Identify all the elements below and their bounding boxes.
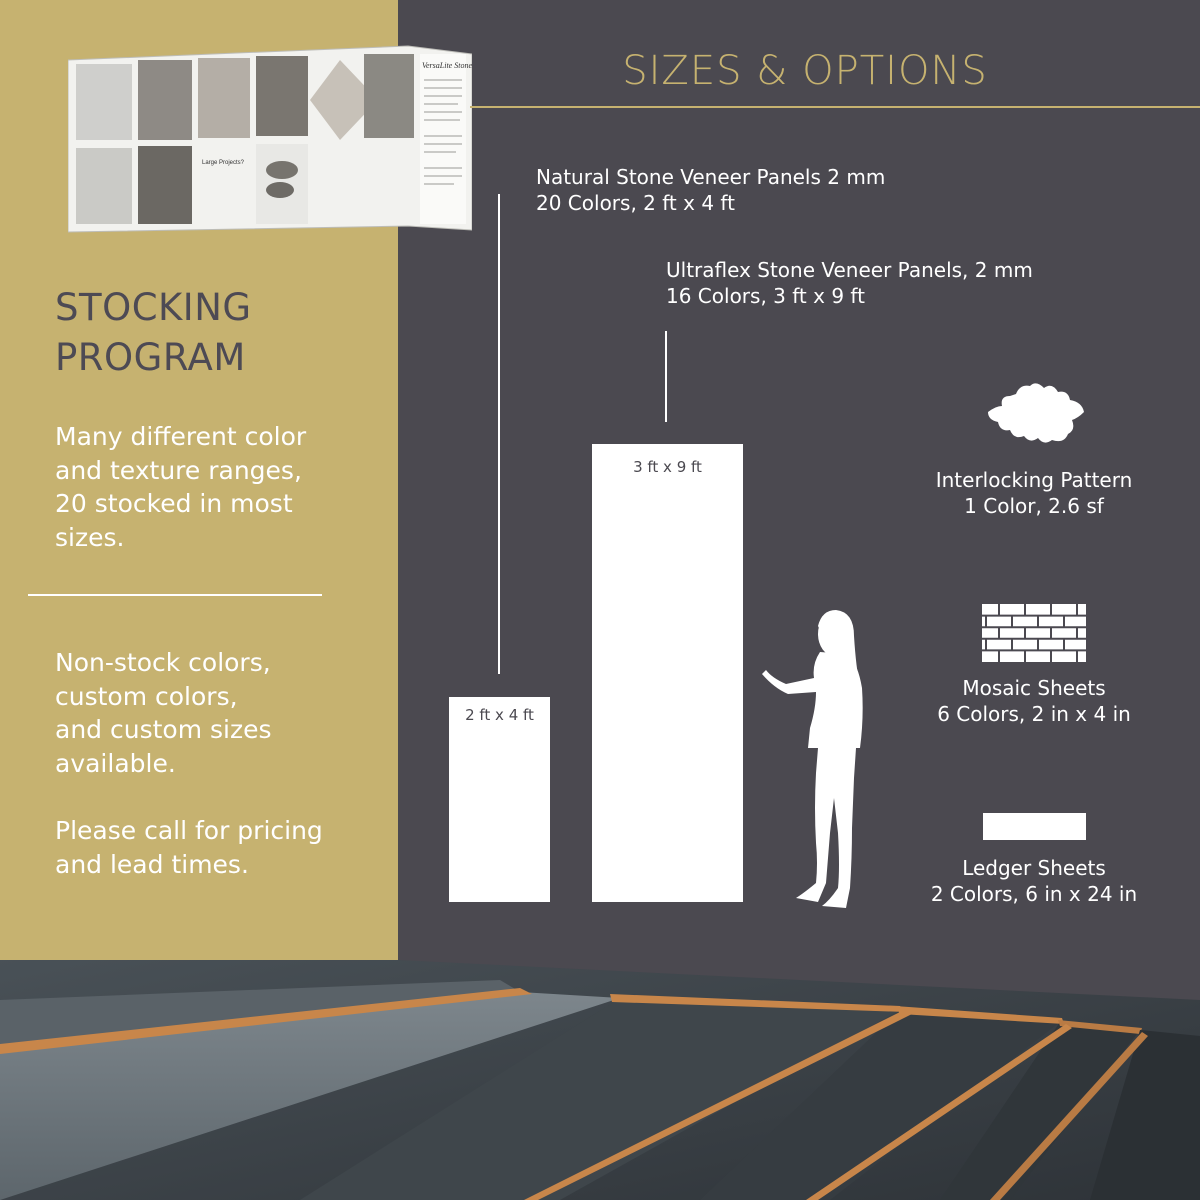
- natural-stone-panel-label: 2 ft x 4 ft: [465, 706, 534, 724]
- ultraflex-leader-line: [665, 331, 667, 422]
- natural-stone-leader-line: [498, 194, 500, 674]
- person-silhouette-icon: [760, 608, 870, 913]
- text-line: 20 stocked in most: [55, 489, 293, 518]
- ultraflex-panel: [592, 444, 743, 902]
- title-underline: [470, 106, 1200, 108]
- text-line: Please call for pricing: [55, 816, 323, 845]
- divider: [28, 594, 322, 596]
- text-line: sizes.: [55, 522, 125, 552]
- text-line: and custom sizes: [55, 715, 272, 744]
- natural-stone-label: [536, 164, 885, 216]
- natural-stone-panel: [449, 697, 550, 902]
- text-line: custom colors,: [55, 681, 238, 711]
- interlocking-stone-icon: [986, 380, 1086, 446]
- brick-mosaic-icon: [982, 604, 1086, 662]
- custom-colors-text: [55, 646, 272, 780]
- brochure-heading: Large Projects?: [202, 160, 245, 166]
- text-line: and lead times.: [55, 849, 249, 879]
- mosaic-name: Mosaic Sheets: [962, 676, 1106, 700]
- ledger-label: [914, 855, 1154, 907]
- title-line-2: PROGRAM: [55, 336, 246, 379]
- ultraflex-label: [666, 257, 1033, 309]
- brochure-brand: VersaLite Stone: [422, 61, 472, 70]
- natural-stone-specs: 20 Colors, 2 ft x 4 ft: [536, 191, 735, 215]
- interlocking-label: [914, 467, 1154, 519]
- ledger-name: Ledger Sheets: [962, 856, 1106, 880]
- ultraflex-name: Ultraflex Stone Veneer Panels, 2 mm: [666, 258, 1033, 282]
- text-line: Many different color: [55, 422, 307, 451]
- interlocking-name: Interlocking Pattern: [935, 468, 1133, 492]
- text-line: Non-stock colors,: [55, 648, 271, 677]
- color-range-text: [55, 420, 306, 554]
- ledger-bar-icon: [983, 813, 1086, 840]
- text-line: available.: [55, 748, 176, 778]
- ledger-specs: 2 Colors, 6 in x 24 in: [930, 882, 1138, 906]
- stocking-program-title: [55, 283, 252, 383]
- pricing-text: [55, 814, 323, 881]
- text-line: and texture ranges,: [55, 455, 302, 485]
- interlocking-specs: 1 Color, 2.6 sf: [964, 494, 1104, 518]
- brochure-image: [68, 40, 472, 238]
- sizes-options-title: SIZES & OPTIONS: [622, 48, 988, 94]
- title-line-1: STOCKING: [55, 286, 252, 329]
- natural-stone-name: Natural Stone Veneer Panels 2 mm: [536, 165, 886, 189]
- mosaic-label: [914, 675, 1154, 727]
- stone-stairs-photo: [0, 940, 1200, 1200]
- mosaic-specs: 6 Colors, 2 in x 4 in: [937, 702, 1131, 726]
- ultraflex-specs: 16 Colors, 3 ft x 9 ft: [666, 284, 865, 308]
- ultraflex-panel-label: 3 ft x 9 ft: [633, 458, 702, 476]
